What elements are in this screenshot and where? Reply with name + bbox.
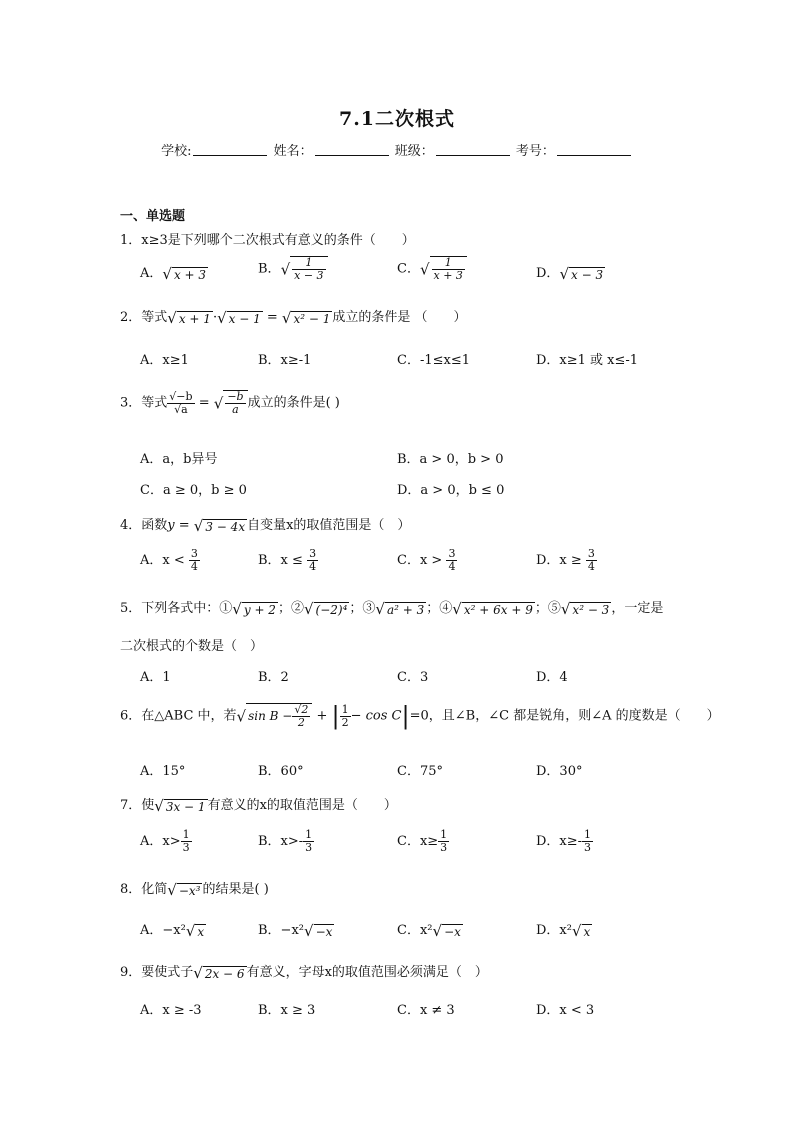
option-label: A．x < xyxy=(140,553,185,568)
question-6-option-c: C．75° xyxy=(397,764,443,779)
stem-text: =0，且∠B，∠C 都是锐角，则∠A 的度数是（ ） xyxy=(409,708,720,724)
numerator-text: −b xyxy=(176,389,193,403)
option-label: C．x > xyxy=(397,553,443,568)
radical: √ x + 1 xyxy=(167,308,211,327)
stem-text: 2．等式 xyxy=(120,310,168,325)
fraction xyxy=(446,548,457,573)
question-5-option-d: D．4 xyxy=(536,670,568,685)
equals: = xyxy=(198,395,210,411)
question-4-option-d xyxy=(536,548,597,573)
denominator-text: a xyxy=(181,402,188,416)
numerator: 1 xyxy=(341,702,349,716)
radical: √ x xyxy=(185,921,205,940)
question-6-option-b: B．60° xyxy=(258,764,304,779)
question-6-option-d: D．30° xyxy=(536,764,583,779)
option-label: A．−x² xyxy=(140,923,186,938)
denominator: 4 xyxy=(190,560,198,573)
question-5-stem-line2: 二次根式的个数是（ ） xyxy=(120,639,264,654)
plus: + xyxy=(316,708,328,724)
question-4-option-a xyxy=(140,548,200,573)
fraction xyxy=(303,829,314,854)
numerator: 3 xyxy=(448,547,456,560)
numerator: √−b xyxy=(169,389,193,403)
radicand: x xyxy=(197,924,205,939)
question-5-option-c: C．3 xyxy=(397,670,429,685)
question-8-stem xyxy=(120,878,269,899)
question-8-option-c xyxy=(397,919,463,940)
stem-text: 有意义的x的取值范围是（ ） xyxy=(207,798,397,813)
numerator: 1 xyxy=(292,257,325,270)
radical: √ $\frac{1}{x - 3}$ xyxy=(281,256,328,282)
numerator: 1 xyxy=(432,257,465,270)
radical: √ −x xyxy=(432,921,461,940)
number-blank[interactable] xyxy=(557,143,631,156)
numerator: 3 xyxy=(190,547,198,560)
question-7-stem xyxy=(120,794,397,815)
fraction xyxy=(432,257,465,282)
question-2-option-b: B．x≥-1 xyxy=(258,353,312,368)
denominator: 3 xyxy=(440,841,448,854)
radical: √ x² − 3 xyxy=(560,599,610,618)
question-3-option-b: B．a > 0，b > 0 xyxy=(397,452,504,467)
denominator: 3 xyxy=(584,841,592,854)
stem-text: 8．化简 xyxy=(120,882,168,897)
stem-text: 3．等式 xyxy=(120,395,168,411)
option-label: B． xyxy=(258,261,281,277)
radicand: (−2)⁴ xyxy=(315,602,348,617)
question-4-option-c xyxy=(397,548,457,573)
fraction xyxy=(340,704,351,729)
question-9-option-b: B．x ≥ 3 xyxy=(258,1003,316,1018)
stem-text: ；⑤ xyxy=(534,601,561,616)
question-1-option-b xyxy=(258,256,328,282)
option-label: A．x> xyxy=(140,834,181,849)
question-2-option-a: A．x≥1 xyxy=(140,353,189,368)
radicand: x² − 1 xyxy=(293,311,331,326)
numerator: 1 xyxy=(182,828,190,841)
option-label: C． xyxy=(397,261,420,277)
option-label: B．−x² xyxy=(258,923,304,938)
page-title: 7.1二次根式 xyxy=(338,108,456,130)
stem-text: ；③ xyxy=(349,601,376,616)
fraction xyxy=(181,829,192,854)
radical: √ $\frac{1}{x + 3}$ xyxy=(420,256,467,282)
question-2-option-d: D．x≥1 或 x≤-1 xyxy=(536,353,639,368)
radicand: x xyxy=(583,924,591,939)
fraction xyxy=(586,548,597,573)
option-label: D． xyxy=(536,266,560,281)
class-blank[interactable] xyxy=(436,143,510,156)
stem-text: 成立的条件是 （ ） xyxy=(332,310,467,325)
radicand: −x xyxy=(315,924,333,939)
fraction xyxy=(167,391,194,416)
radicand: x − 1 xyxy=(228,311,261,326)
question-3-stem xyxy=(120,390,340,416)
denominator: 4 xyxy=(587,560,595,573)
question-5-option-b: B．2 xyxy=(258,670,289,685)
question-3-option-a: A．a，b异号 xyxy=(140,452,218,467)
question-1-option-d xyxy=(536,262,605,283)
radicand: x + 1 xyxy=(178,311,211,326)
radicand: y + 2 xyxy=(243,602,276,617)
denominator: 4 xyxy=(448,560,456,573)
radicand: −x xyxy=(444,924,461,939)
question-3-option-d: D．a > 0，b ≤ 0 xyxy=(397,483,505,498)
stem-text: 自变量x的取值范围是（ ） xyxy=(247,518,411,533)
radical: √ x xyxy=(571,921,591,940)
radical: √ 2x − 6 xyxy=(193,963,245,982)
question-7-option-b xyxy=(258,829,314,854)
radical: √ (−2)⁴ xyxy=(303,599,348,618)
question-9-option-d: D．x < 3 xyxy=(536,1003,595,1018)
question-5-stem xyxy=(120,597,663,618)
question-9-stem xyxy=(120,961,488,982)
question-8-option-d xyxy=(536,919,592,940)
stem-text: ；④ xyxy=(426,601,453,616)
option-label: A． xyxy=(140,266,163,281)
question-4-stem xyxy=(120,514,410,535)
sine-term: sin B − xyxy=(248,709,293,723)
question-2-option-c: C．-1≤x≤1 xyxy=(397,353,470,368)
radical: √ $\frac{-b}{a}$ xyxy=(214,390,248,416)
radicand: 3 − 4x xyxy=(205,519,246,534)
number-label: 考号： xyxy=(515,144,555,159)
radical: √ 3x − 1 xyxy=(154,796,206,815)
question-8-option-a xyxy=(140,919,206,940)
radicand: x² − 3 xyxy=(572,602,610,617)
school-label: 学校: xyxy=(161,144,192,159)
stem-text: 有意义，字母x的取值范围必须满足（ ） xyxy=(246,965,488,980)
radical: √ x − 3 xyxy=(559,264,604,283)
fraction xyxy=(189,548,200,573)
radicand: −x³ xyxy=(178,883,201,898)
fraction xyxy=(307,548,318,573)
stem-text: 的结果是( ) xyxy=(202,882,269,897)
stem-text: 5．下列各式中：① xyxy=(120,601,233,616)
denominator: x + 3 xyxy=(433,269,463,282)
radical: √ x − 1 xyxy=(217,308,261,327)
fraction xyxy=(582,829,593,854)
fraction xyxy=(225,391,245,416)
radicand: a² + 3 xyxy=(386,602,425,617)
numerator: 1 xyxy=(584,828,592,841)
denominator: a xyxy=(232,403,239,416)
cosine-term: − cos C xyxy=(350,708,402,724)
class-label: 班级： xyxy=(394,144,434,159)
numerator: −b xyxy=(227,390,244,403)
equals: = xyxy=(266,310,278,325)
numerator: 3 xyxy=(587,547,595,560)
numerator: 3 xyxy=(309,547,317,560)
question-7-option-c xyxy=(397,829,449,854)
radicand: 2x − 6 xyxy=(204,966,245,981)
radical: √ y + 2 xyxy=(232,599,276,618)
question-8-option-b xyxy=(258,919,334,940)
radical: √ 3 − 4x xyxy=(193,516,246,535)
question-1-stem: 1．x≥3是下列哪个二次根式有意义的条件（ ） xyxy=(120,233,415,248)
denominator: 2 xyxy=(297,716,305,729)
question-1-option-a xyxy=(140,262,208,283)
name-label: 姓名： xyxy=(273,144,313,159)
question-9-option-a: A．x ≥ -3 xyxy=(140,1003,202,1018)
option-label: B．x ≤ xyxy=(258,553,303,568)
stem-text: ，一定是 xyxy=(611,601,664,616)
fraction xyxy=(292,257,325,282)
question-1-option-c xyxy=(397,256,467,282)
stem-text: 9．要使式子 xyxy=(120,965,194,980)
option-label: C．x≥ xyxy=(397,834,439,849)
radicand: x² + 6x + 9 xyxy=(463,602,533,617)
radicand: 3x − 1 xyxy=(165,799,206,814)
stem-text: ；② xyxy=(277,601,304,616)
radical: √ x + 3 xyxy=(162,264,207,283)
question-2-stem xyxy=(120,306,467,327)
student-info xyxy=(0,140,794,159)
question-6-option-a: A．15° xyxy=(140,764,186,779)
option-label: D．x≥- xyxy=(536,834,583,849)
denominator: 2 xyxy=(341,715,349,729)
radical: √ x² − 1 xyxy=(281,308,331,327)
stem-text: 7．使 xyxy=(120,798,155,813)
numerator: √2 xyxy=(294,703,309,716)
numerator: 1 xyxy=(440,828,448,841)
radical: √ −x xyxy=(304,921,333,940)
option-label: C．x² xyxy=(397,923,433,938)
school-blank[interactable] xyxy=(193,143,267,156)
denominator: √a xyxy=(174,402,188,416)
denominator: 4 xyxy=(309,560,317,573)
question-7-option-d xyxy=(536,829,593,854)
question-9-option-c: C．x ≠ 3 xyxy=(397,1003,455,1018)
radicand: x + 3 xyxy=(173,267,207,282)
stem-text: 成立的条件是( ) xyxy=(247,395,340,411)
stem-text: 4．函数 xyxy=(120,518,168,533)
question-5-option-a: A．1 xyxy=(140,670,171,685)
section-heading: 一、单选题 xyxy=(120,209,186,224)
radical: √ a² + 3 xyxy=(375,599,425,618)
radical: √ x² + 6x + 9 xyxy=(452,599,533,618)
numerator: 1 xyxy=(305,828,313,841)
fraction xyxy=(292,704,310,729)
option-label: B．x>- xyxy=(258,834,304,849)
dot: · xyxy=(212,310,218,325)
function-name: y = xyxy=(167,518,190,533)
radical: √ −x³ xyxy=(167,880,201,899)
question-3-option-c: C．a ≥ 0，b ≥ 0 xyxy=(140,483,247,498)
denominator: x − 3 xyxy=(294,269,324,282)
stem-text: 6．在△ABC 中，若 xyxy=(120,708,237,724)
fraction xyxy=(438,829,449,854)
denominator: 3 xyxy=(182,841,190,854)
question-7-option-a xyxy=(140,829,192,854)
radicand: x − 3 xyxy=(571,267,604,282)
radical: √ sin B − $\frac{√2}{2}$ xyxy=(237,703,313,729)
option-label: D．x ≥ xyxy=(536,553,582,568)
denominator: 3 xyxy=(305,841,313,854)
question-4-option-b xyxy=(258,548,318,573)
name-blank[interactable] xyxy=(315,143,389,156)
question-6-stem: 6．在△ABC 中，若√ sin B − $\frac{√2}{2}$ + | $\frac{1}{2}$ − cos C|=0，且∠B，∠C 都是锐角，则∠A 的度数是（ ） xyxy=(120,702,720,730)
option-label: D．x² xyxy=(536,923,572,938)
